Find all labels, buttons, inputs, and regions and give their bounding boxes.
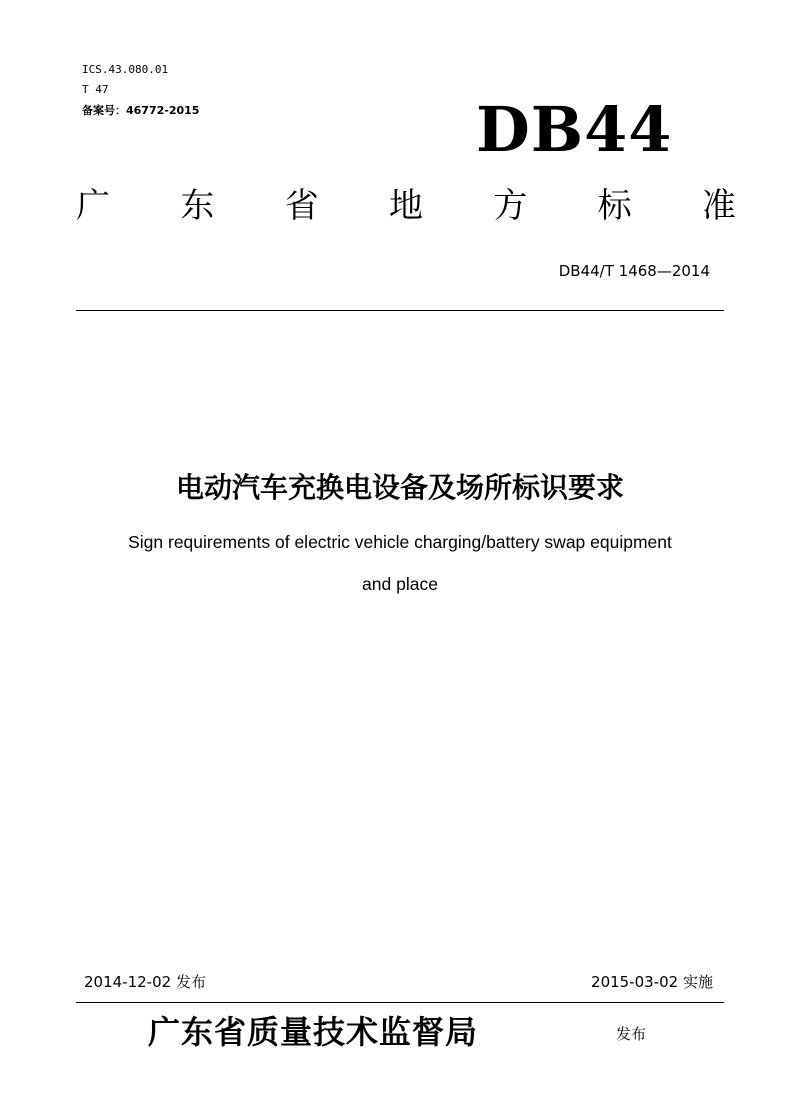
issuing-authority: 广东省质量技术监督局 (148, 1013, 479, 1051)
top-divider (76, 310, 724, 311)
bottom-divider (76, 1002, 724, 1003)
standard-type-char: 准 (701, 186, 736, 226)
publish-label: 发布 (616, 1025, 647, 1043)
title-chinese: 电动汽车充换电设备及场所标识要求 (175, 471, 624, 504)
clc-code: T 47 (82, 83, 109, 96)
title-english-line2: and place (362, 574, 438, 594)
standard-type-char: 省 (284, 186, 319, 226)
standard-type-char: 地 (388, 186, 423, 226)
standard-type-heading (76, 184, 736, 228)
ics-code: ICS.43.080.01 (82, 63, 169, 76)
issue-date: 2014-12-02 发布 (84, 973, 206, 991)
standard-type-char: 东 (180, 186, 215, 226)
title-english-line1: Sign requirements of electric vehicle charging/battery swap equipment (128, 532, 672, 552)
standard-code-logo: DB44 (476, 93, 673, 166)
implementation-date: 2015-03-02 实施 (591, 973, 713, 991)
standard-type-char: 方 (493, 186, 528, 226)
standard-number: DB44/T 1468—2014 (558, 262, 710, 280)
filing-number: 备案号：46772-2015 (82, 104, 200, 117)
standard-type-char: 标 (597, 186, 632, 226)
standard-type-char: 广 (76, 186, 110, 226)
